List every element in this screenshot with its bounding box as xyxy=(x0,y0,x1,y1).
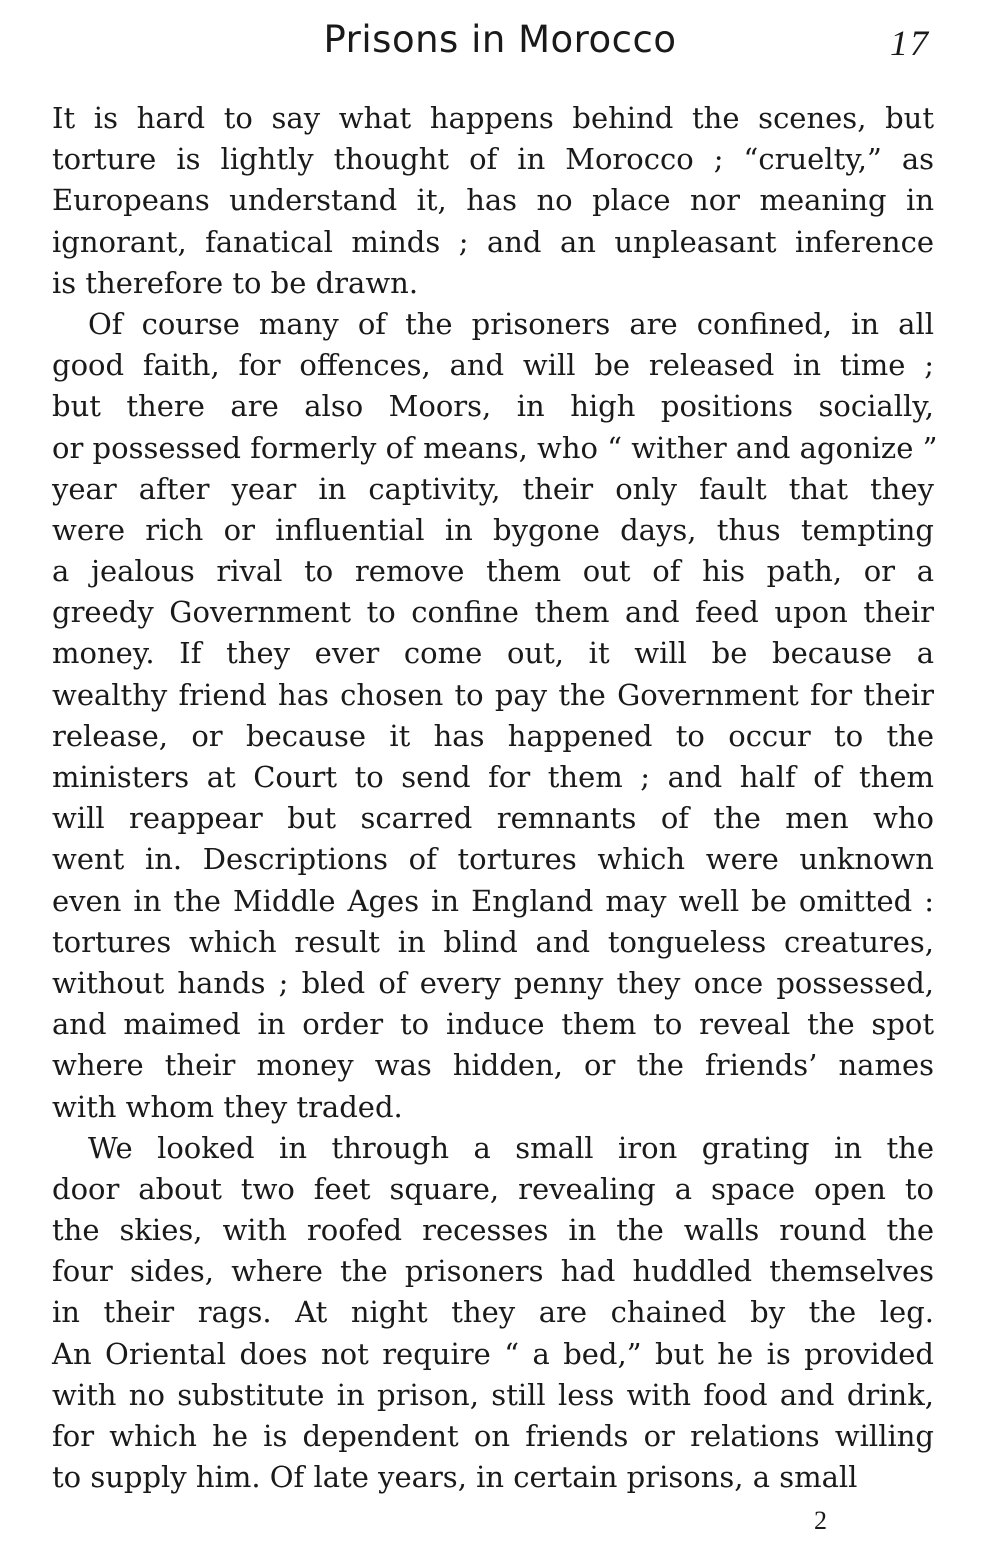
text-line: the skies, with roofed recesses in the walls round the xyxy=(52,1213,934,1248)
paragraph xyxy=(52,1128,934,1499)
page-header xyxy=(0,18,1000,74)
signature-mark: 2 xyxy=(814,1506,827,1535)
text-line: Of course many of the prisoners are confined, in all xyxy=(88,306,934,341)
text-line: a jealous rival to remove them out of his path, or a xyxy=(52,554,934,589)
text-line: with no substitute in prison, still less with food and drink, xyxy=(52,1377,934,1412)
text-line: torture is lightly thought of in Morocco ; “cruelty,” as xyxy=(52,142,934,177)
running-title: Prisons in Morocco xyxy=(323,18,677,61)
text-line: or possessed formerly of means, who “ wither and agonize ” xyxy=(52,430,938,465)
text-line: for which he is dependent on friends or relations willing xyxy=(52,1419,934,1453)
text-line: and maimed in order to induce them to reveal the spot xyxy=(52,1007,934,1042)
text-line: where their money was hidden, or the friends’ names xyxy=(52,1048,934,1083)
text-line: release, or because it has happened to occur to the xyxy=(52,718,934,753)
text-line: door about two feet square, revealing a space open to xyxy=(52,1171,934,1206)
text-line: will reappear but scarred remnants of the men who xyxy=(52,801,934,836)
text-line: in their rags. At night they are chained by the leg. xyxy=(52,1295,934,1330)
body-text xyxy=(52,98,938,1498)
paragraph xyxy=(52,304,938,1128)
text-line: greedy Government to confine them and feed upon their xyxy=(52,595,934,630)
text-line: ignorant, fanatical minds ; and an unpleasant inference xyxy=(52,224,934,259)
text-line: went in. Descriptions of tortures which were unknown xyxy=(52,842,934,877)
page-number: 17 xyxy=(890,23,930,63)
text-line: is therefore to be drawn. xyxy=(52,265,419,300)
text-line: four sides, where the prisoners had huddled themselves xyxy=(52,1254,934,1289)
text-line: even in the Middle Ages in England may well be omitted : xyxy=(52,883,934,918)
text-line: without hands ; bled of every penny they once possessed, xyxy=(52,965,934,1000)
text-line: It is hard to say what happens behind the scenes, but xyxy=(52,101,934,135)
text-line: but there are also Moors, in high positions socially, xyxy=(52,389,934,424)
text-line: to supply him. Of late years, in certain prisons, a small xyxy=(52,1460,858,1495)
text-line: tortures which result in blind and tongueless creatures, xyxy=(52,924,934,959)
text-line: year after year in captivity, their only fault that they xyxy=(52,471,934,506)
text-line: were rich or influential in bygone days, thus tempting xyxy=(52,512,934,547)
text-line: wealthy friend has chosen to pay the Government for their xyxy=(52,677,934,712)
text-line: Europeans understand it, has no place nor meaning in xyxy=(52,183,934,218)
text-line: An Oriental does not require “ a bed,” but he is provided xyxy=(52,1336,934,1371)
text-line: good faith, for offences, and will be released in time ; xyxy=(52,348,934,383)
text-line: ministers at Court to send for them ; and half of them xyxy=(52,760,934,794)
paragraph xyxy=(52,98,934,304)
text-line: money. If they ever come out, it will be because a xyxy=(52,636,934,671)
text-line: with whom they traded. xyxy=(52,1089,403,1124)
text-line: We looked in through a small iron grating in the xyxy=(88,1130,934,1165)
